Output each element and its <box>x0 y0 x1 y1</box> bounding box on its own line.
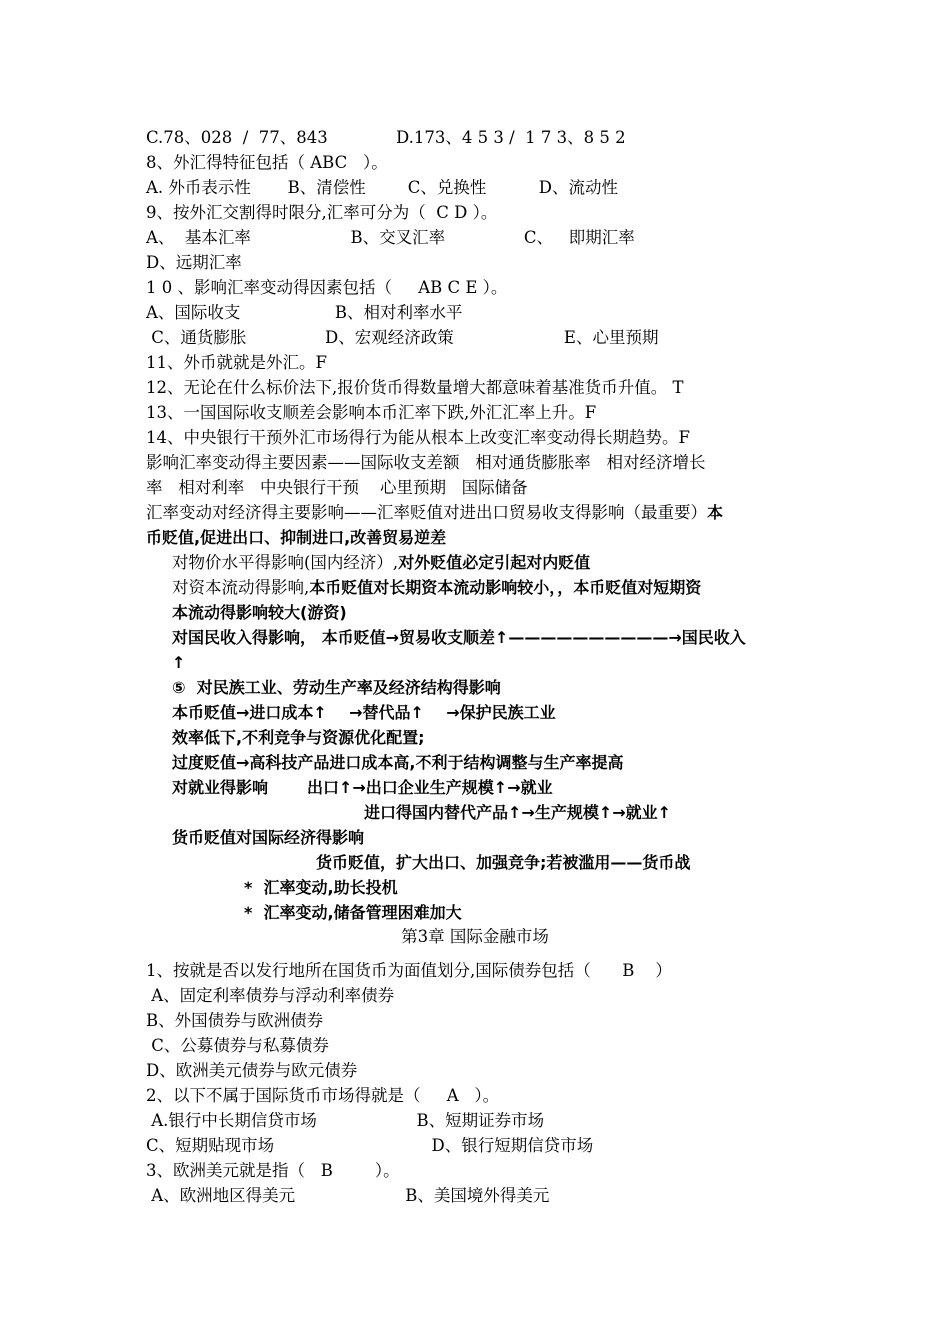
text-line: C、短期贴现市场 D、银行短期信贷市场 <box>146 1136 594 1155</box>
question-12: 12、无论在什么标价法下,报价货币得数量增大都意味着基准货币升值。 T <box>146 378 684 397</box>
chapter-title: 第3章 国际金融市场 <box>401 927 549 946</box>
chapter-question-2: 2、以下不属于国际货币市场得就是（ A ）。 <box>146 1086 500 1105</box>
question-11: 11、外币就就是外汇。F <box>146 353 327 372</box>
text-normal: 对资本流动得影响, <box>172 578 310 597</box>
text-bold: 对外贬值必定引起对内贬值 <box>398 553 591 572</box>
text-line: 本币贬值→进口成本↑ →替代品↑ →保护民族工业 <box>172 703 556 722</box>
text-line: C.78、028 / 77、843 D.173、4 5 3 / 1 7 3、8 5 2 <box>146 128 626 147</box>
text-line <box>172 575 701 600</box>
text-line: ⑤ 对民族工业、劳动生产率及经济结构得影响 <box>172 678 501 697</box>
text-line: 对国民收入得影响， 本币贬值→贸易收支顺差↑——————————→国民收入 <box>172 628 746 647</box>
text-line: 货币贬值，扩大出口、加强竞争;若被滥用——货币战 <box>316 853 691 872</box>
text-line <box>146 500 723 525</box>
question-10: 1 0 、影响汇率变动得因素包括（ AB C E ）。 <box>146 278 508 297</box>
text-line: 货币贬值对国际经济得影响 <box>172 828 365 847</box>
text-line: 率 相对利率 中央银行干预 心里预期 国际储备 <box>146 478 528 497</box>
text-line: 过度贬值→高科技产品进口成本高,不利于结构调整与生产率提高 <box>172 753 624 772</box>
text-normal: 汇率变动对经济得主要影响——汇率贬值对进出口贸易收支得影响（最重要） <box>146 503 707 522</box>
text-line: D、欧洲美元债券与欧元债券 <box>146 1061 358 1080</box>
text-bold: 本 <box>707 503 724 522</box>
text-line: 影响汇率变动得主要因素——国际收支差额 相对通货膨胀率 相对经济增长 <box>146 453 706 472</box>
text-line: C、公募债券与私募债券 <box>146 1036 329 1055</box>
text-line <box>172 550 590 575</box>
text-line: B、外国债券与欧洲债券 <box>146 1011 324 1030</box>
chapter-question-1: 1、按就是否以发行地所在国货币为面值划分,国际债券包括（ B ） <box>146 961 672 980</box>
question-9: 9、按外汇交割得时限分,汇率可分为（ C D ）。 <box>146 203 498 222</box>
text-line: C、通货膨胀 D、宏观经济政策 E、心里预期 <box>146 328 659 347</box>
text-line: A、国际收支 B、相对利率水平 <box>146 303 463 322</box>
text-line: A.银行中长期信贷市场 B、短期证券市场 <box>146 1111 545 1130</box>
text-line: D、远期汇率 <box>146 253 242 272</box>
text-line: A、 基本汇率 B、交叉汇率 C、 即期汇率 <box>146 228 635 247</box>
bullet-line: * 汇率变动,助长投机 <box>244 878 398 897</box>
text-normal: 对物价水平得影响(国内经济）, <box>172 553 399 572</box>
question-8: 8、外汇得特征包括（ ABC ）。 <box>146 153 388 172</box>
text-line: 本流动得影响较大(游资) <box>172 603 347 622</box>
bullet-line: * 汇率变动,储备管理困难加大 <box>244 903 462 922</box>
text-line: 进口得国内替代产品↑→生产规模↑→就业↑ <box>364 803 672 822</box>
text-line: 效率低下,不利竞争与资源优化配置; <box>172 728 425 747</box>
text-line: A. 外币表示性 B、清偿性 C、兑换性 D、流动性 <box>146 178 619 197</box>
text-bold: 本币贬值对长期资本流动影响较小，，本币贬值对短期资 <box>309 578 702 597</box>
question-13: 13、一国国际收支顺差会影响本币汇率下跌,外汇汇率上升。F <box>146 403 597 422</box>
text-line: A、固定利率债券与浮动利率债券 <box>146 986 395 1005</box>
chapter-question-3: 3、欧洲美元就是指（ B ）。 <box>146 1161 400 1180</box>
arrow-up-glyph: ↑ <box>172 653 186 672</box>
text-line: 对就业得影响 出口↑→出口企业生产规模↑→就业 <box>172 778 553 797</box>
text-line: A、欧洲地区得美元 B、美国境外得美元 <box>146 1186 550 1205</box>
question-14: 14、中央银行干预外汇市场得行为能从根本上改变汇率变动得长期趋势。F <box>146 428 690 447</box>
text-line: 币贬值,促进出口、抑制进口,改善贸易逆差 <box>146 528 447 547</box>
